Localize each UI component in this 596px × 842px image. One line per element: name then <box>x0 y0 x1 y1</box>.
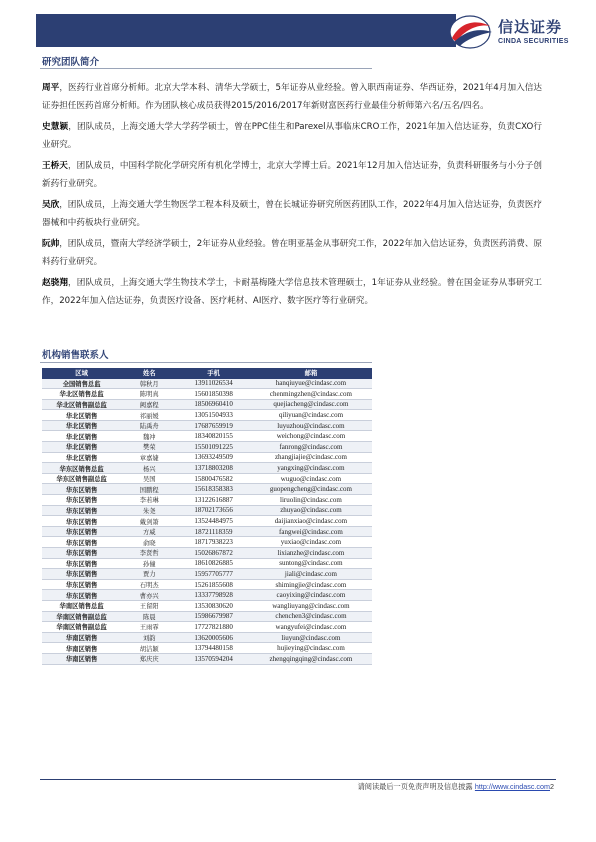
table-row <box>42 537 372 548</box>
contact-name-cell: 李若琳 <box>121 495 177 506</box>
contact-phone-cell: 15261855608 <box>177 579 250 590</box>
table-row <box>42 579 372 590</box>
contact-email-cell[interactable]: yangxing@cindasc.com <box>250 463 372 474</box>
contact-email-cell[interactable]: qiliyuan@cindasc.com <box>250 410 372 421</box>
member-name: 周平 <box>42 83 60 93</box>
logo-english-name: CINDA SECURITIES <box>498 38 569 45</box>
table-row <box>42 548 372 559</box>
contact-phone-cell: 15986679987 <box>177 611 250 622</box>
logo-chinese-name: 信达证券 <box>498 18 563 36</box>
contact-name-cell: 杨兴 <box>121 463 177 474</box>
contact-name-cell: 韩秋月 <box>121 378 177 389</box>
table-row <box>42 389 372 400</box>
table-row <box>42 611 372 622</box>
contact-region-cell: 华东区销售 <box>42 558 121 569</box>
contact-region-cell: 华南区销售总监 <box>42 600 121 611</box>
member-description: ，团队成员，上海交通大学大学药学硕士，曾在PPC佳生和Parexel从事临床CRO工作，2021年加入信达证券，负责CXO行业研究。 <box>42 122 542 150</box>
table-row <box>42 653 372 664</box>
contact-region-cell: 华东区销售 <box>42 579 121 590</box>
sales-section-title: 机构销售联系人 <box>42 350 109 361</box>
table-row <box>42 516 372 527</box>
contact-phone-cell: 15618358383 <box>177 484 250 495</box>
contact-phone-cell: 13530830620 <box>177 600 250 611</box>
table-row <box>42 431 372 442</box>
contact-region-cell: 华北区销售副总监 <box>42 399 121 410</box>
contact-region-cell: 华东区销售 <box>42 505 121 516</box>
table-row <box>42 473 372 484</box>
contact-phone-cell: 15501091225 <box>177 442 250 453</box>
header-email: 邮箱 <box>250 368 372 378</box>
contact-email-cell[interactable]: caoyixing@cindasc.com <box>250 590 372 601</box>
table-row <box>42 505 372 516</box>
table-row <box>42 378 372 389</box>
member-bio <box>42 80 542 115</box>
header-region: 区域 <box>42 368 121 378</box>
contact-email-cell[interactable]: zhuyao@cindasc.com <box>250 505 372 516</box>
page-number: 2 <box>550 782 554 791</box>
contact-name-cell: 王留阳 <box>121 600 177 611</box>
contact-email-cell[interactable]: lixianzhe@cindasc.com <box>250 548 372 559</box>
contact-name-cell: 朱尧 <box>121 505 177 516</box>
contact-name-cell: 俞晓 <box>121 537 177 548</box>
contact-name-cell: 石明杰 <box>121 579 177 590</box>
footer <box>358 782 554 792</box>
contact-email-cell[interactable]: quejiacheng@cindasc.com <box>250 399 372 410</box>
contact-name-cell: 章嘉婕 <box>121 452 177 463</box>
contact-email-cell[interactable]: wangliuyang@cindasc.com <box>250 600 372 611</box>
contact-phone-cell: 18340820155 <box>177 431 250 442</box>
contact-name-cell: 陈晨 <box>121 611 177 622</box>
header-name: 姓名 <box>121 368 177 378</box>
contact-email-cell[interactable]: jiali@cindasc.com <box>250 569 372 580</box>
member-description: ，团队成员，暨南大学经济学硕士，2年证券从业经验。曾在明亚基金从事研究工作，2022年加入信达证券，负责医药消费、原料药行业研究。 <box>42 239 543 267</box>
contact-phone-cell: 15601850398 <box>177 389 250 400</box>
contact-email-cell[interactable]: guopengcheng@cindasc.com <box>250 484 372 495</box>
table-row <box>42 495 372 506</box>
member-name: 王桥天 <box>42 161 68 171</box>
sales-section-divider <box>40 362 372 363</box>
cinda-globe-icon <box>446 12 496 52</box>
contact-email-cell[interactable]: zhangjiajie@cindasc.com <box>250 452 372 463</box>
contact-email-cell[interactable]: chenmingzhen@cindasc.com <box>250 389 372 400</box>
contact-name-cell: 吴国 <box>121 473 177 484</box>
contact-email-cell[interactable]: weichong@cindasc.com <box>250 431 372 442</box>
contact-email-cell[interactable]: wuguo@cindasc.com <box>250 473 372 484</box>
contact-phone-cell: 18717938223 <box>177 537 250 548</box>
contact-name-cell: 刘韵 <box>121 632 177 643</box>
contact-email-cell[interactable]: chenchen3@cindasc.com <box>250 611 372 622</box>
team-section-divider <box>40 68 372 69</box>
contact-email-cell[interactable]: suntong@cindasc.com <box>250 558 372 569</box>
contact-phone-cell: 13693249509 <box>177 452 250 463</box>
table-row <box>42 399 372 410</box>
table-row <box>42 632 372 643</box>
table-row <box>42 452 372 463</box>
contact-region-cell: 全国销售总监 <box>42 378 121 389</box>
footer-disclaimer: 请阅读最后一页免责声明及信息披露 <box>357 782 473 791</box>
contact-email-cell[interactable]: yuxiao@cindasc.com <box>250 537 372 548</box>
header-phone: 手机 <box>177 368 250 378</box>
contact-name-cell: 胡洁颖 <box>121 643 177 654</box>
footer-divider <box>40 779 556 780</box>
member-description: ，团队成员，上海交通大学生物医学工程本科及硕士，曾在长城证券研究所医药团队工作，2022年4月加入信达证券，负责医疗器械和中药板块行业研究。 <box>42 200 543 228</box>
contact-name-cell: 陆禹舟 <box>121 420 177 431</box>
contact-name-cell: 樊荣 <box>121 442 177 453</box>
contact-region-cell: 华南区销售 <box>42 643 121 654</box>
contact-region-cell: 华北区销售 <box>42 420 121 431</box>
contact-phone-cell: 13794480158 <box>177 643 250 654</box>
contact-phone-cell: 13620005606 <box>177 632 250 643</box>
member-bio <box>42 236 542 271</box>
contact-region-cell: 华东区销售副总监 <box>42 473 121 484</box>
contact-email-cell[interactable]: hujieying@cindasc.com <box>250 643 372 654</box>
member-description: ，团队成员，中国科学院化学研究所有机化学博士，北京大学博士后。2021年12月加入信达证券，负责科研服务与小分子创新药行业研究。 <box>42 161 542 189</box>
contact-name-cell: 戴剑箫 <box>121 516 177 527</box>
member-name: 吴欣 <box>42 200 60 210</box>
member-name: 史慧颖 <box>42 122 69 132</box>
contact-region-cell: 华东区销售 <box>42 548 121 559</box>
contact-phone-cell: 15800476582 <box>177 473 250 484</box>
contact-email-cell[interactable]: zhengqingqing@cindasc.com <box>250 653 372 664</box>
member-description: ，医药行业首席分析师。北京大学本科、清华大学硕士，5年证券从业经验。曾入职西南证券、华西证券，2021年4月加入信达证券担任医药首席分析师。作为团队核心成员获得2015/2016/2017年新财富医药行业最佳分析师第六名/五名/四名。 <box>42 83 542 111</box>
contact-email-cell[interactable]: shimingjie@cindasc.com <box>250 579 372 590</box>
contact-name-cell: 国鹏程 <box>121 484 177 495</box>
contact-name-cell: 曹亦兴 <box>121 590 177 601</box>
contact-region-cell: 华北区销售 <box>42 410 121 421</box>
contact-name-cell: 陈明真 <box>121 389 177 400</box>
contact-region-cell: 华东区销售 <box>42 516 121 527</box>
contact-region-cell: 华北区销售 <box>42 442 121 453</box>
contact-region-cell: 华北区销售 <box>42 431 121 442</box>
sales-contacts-table <box>42 368 372 665</box>
header-bar <box>36 14 456 47</box>
contact-phone-cell: 18610826885 <box>177 558 250 569</box>
contact-region-cell: 华南区销售 <box>42 653 121 664</box>
table-row <box>42 442 372 453</box>
cinda-logo <box>446 12 586 52</box>
contact-phone-cell: 13911026534 <box>177 378 250 389</box>
contact-phone-cell: 17727821880 <box>177 622 250 633</box>
contact-name-cell: 魏冲 <box>121 431 177 442</box>
contact-name-cell: 王雨霏 <box>121 622 177 633</box>
table-row <box>42 410 372 421</box>
contact-region-cell: 华南区销售 <box>42 632 121 643</box>
contact-name-cell: 李贤哲 <box>121 548 177 559</box>
member-bio <box>42 119 542 154</box>
table-row <box>42 569 372 580</box>
table-row <box>42 643 372 654</box>
contact-email-cell[interactable]: wangyufei@cindasc.com <box>250 622 372 633</box>
contact-name-cell: 方威 <box>121 526 177 537</box>
contact-phone-cell: 13051504933 <box>177 410 250 421</box>
contact-phone-cell: 13337798928 <box>177 590 250 601</box>
table-row <box>42 622 372 633</box>
contact-region-cell: 华南区销售副总监 <box>42 611 121 622</box>
member-name: 阮帅 <box>42 239 60 249</box>
contact-region-cell: 华东区销售总监 <box>42 463 121 474</box>
table-row <box>42 420 372 431</box>
member-bio <box>42 275 542 310</box>
contact-region-cell: 华东区销售 <box>42 495 121 506</box>
table-row <box>42 484 372 495</box>
contact-email-cell[interactable]: daijianxiao@cindasc.com <box>250 516 372 527</box>
contact-phone-cell: 13570594204 <box>177 653 250 664</box>
table-row <box>42 558 372 569</box>
contact-region-cell: 华东区销售 <box>42 590 121 601</box>
team-section-title: 研究团队简介 <box>42 57 100 68</box>
contact-name-cell: 孙僮 <box>121 558 177 569</box>
member-description: ，团队成员，上海交通大学生物技术学士，卡耐基梅隆大学信息技术管理硕士，1年证券从业经验。曾在国金证券从事研究工作，2022年加入信达证券，负责医疗设备、医疗耗材、AI医疗、数字医疗等行业研究。 <box>42 278 542 306</box>
contact-region-cell: 华东区销售 <box>42 526 121 537</box>
contact-name-cell: 郑庆庆 <box>121 653 177 664</box>
contact-region-cell: 华东区销售 <box>42 537 121 548</box>
contact-phone-cell: 15957705777 <box>177 569 250 580</box>
contact-name-cell: 贾力 <box>121 569 177 580</box>
contact-email-cell[interactable]: liuyun@cindasc.com <box>250 632 372 643</box>
footer-website-link[interactable]: http://www.cindasc.com <box>474 782 550 791</box>
contact-phone-cell: 18702173656 <box>177 505 250 516</box>
team-members <box>42 80 542 314</box>
table-row <box>42 600 372 611</box>
table-row <box>42 590 372 601</box>
contact-region-cell: 华东区销售 <box>42 484 121 495</box>
contact-email-cell[interactable]: luyuzhou@cindasc.com <box>250 420 372 431</box>
contact-phone-cell: 13524484975 <box>177 516 250 527</box>
table-row <box>42 526 372 537</box>
contact-phone-cell: 15026867872 <box>177 548 250 559</box>
contact-email-cell[interactable]: fanrong@cindasc.com <box>250 442 372 453</box>
member-bio <box>42 158 542 193</box>
table-row <box>42 463 372 474</box>
contact-email-cell[interactable]: hanqiuyue@cindasc.com <box>250 378 372 389</box>
contact-phone-cell: 18506960410 <box>177 399 250 410</box>
contact-email-cell[interactable]: liruolin@cindasc.com <box>250 495 372 506</box>
contact-name-cell: 祁丽媛 <box>121 410 177 421</box>
contact-region-cell: 华北区销售总监 <box>42 389 121 400</box>
contact-region-cell: 华东区销售 <box>42 569 121 580</box>
contact-region-cell: 华南区销售副总监 <box>42 622 121 633</box>
contact-region-cell: 华北区销售 <box>42 452 121 463</box>
member-bio <box>42 197 542 232</box>
contact-phone-cell: 13122616887 <box>177 495 250 506</box>
contact-email-cell[interactable]: fangwei@cindasc.com <box>250 526 372 537</box>
contact-phone-cell: 13718803208 <box>177 463 250 474</box>
member-name: 赵骁翔 <box>42 278 69 288</box>
contact-phone-cell: 17687659919 <box>177 420 250 431</box>
contact-name-cell: 阙嘉程 <box>121 399 177 410</box>
table-header-row <box>42 368 372 378</box>
contact-phone-cell: 18721118359 <box>177 526 250 537</box>
